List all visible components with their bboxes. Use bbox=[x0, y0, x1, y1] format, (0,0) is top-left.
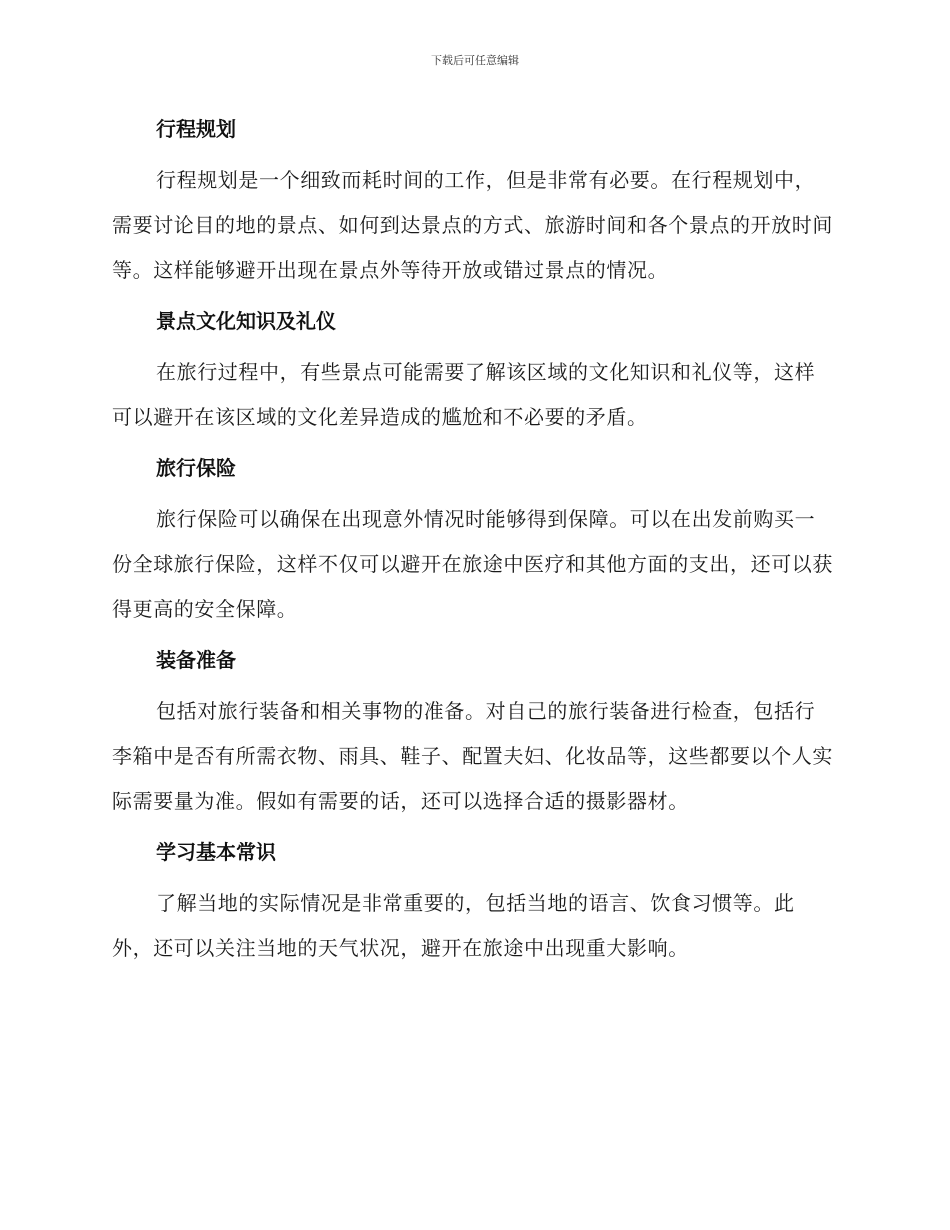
section-basic-knowledge bbox=[112, 835, 834, 971]
section-body: 旅行保险可以确保在出现意外情况时能够得到保障。可以在出发前购买一份全球旅行保险，这样不仅可以避开在旅途中医疗和其他方面的支出，还可以获得更高的安全保障。 bbox=[112, 507, 833, 621]
section-equipment-preparation bbox=[112, 643, 834, 824]
section-heading: 装备准备 bbox=[156, 648, 236, 672]
section-culture-etiquette bbox=[112, 304, 834, 440]
section-body: 了解当地的实际情况是非常重要的，包括当地的语言、饮食习惯等。此外，还可以关注当地的天气状况，避开在旅途中出现重大影响。 bbox=[112, 891, 795, 960]
section-heading: 学习基本常识 bbox=[156, 840, 276, 864]
section-itinerary-planning bbox=[112, 112, 834, 293]
section-body: 包括对旅行装备和相关事物的准备。对自己的旅行装备进行检查，包括行李箱中是否有所需衣物、雨具、鞋子、配置夫妇、化妆品等，这些都要以个人实际需要量为准。假如有需要的话，还可以选择合适的摄影器材。 bbox=[112, 699, 833, 813]
page-header-note: 下载后可任意编辑 bbox=[431, 54, 519, 67]
section-heading: 行程规划 bbox=[156, 117, 236, 141]
document-content bbox=[112, 112, 834, 982]
section-body: 行程规划是一个细致而耗时间的工作，但是非常有必要。在行程规划中，需要讨论目的地的景点、如何到达景点的方式、旅游时间和各个景点的开放时间等。这样能够避开出现在景点外等待开放或错过景点的情况。 bbox=[112, 168, 833, 282]
section-heading: 旅行保险 bbox=[156, 456, 236, 480]
section-body: 在旅行过程中，有些景点可能需要了解该区域的文化知识和礼仪等，这样可以避开在该区域的文化差异造成的尴尬和不必要的矛盾。 bbox=[112, 360, 816, 429]
section-travel-insurance bbox=[112, 451, 834, 632]
section-heading: 景点文化知识及礼仪 bbox=[156, 309, 336, 333]
